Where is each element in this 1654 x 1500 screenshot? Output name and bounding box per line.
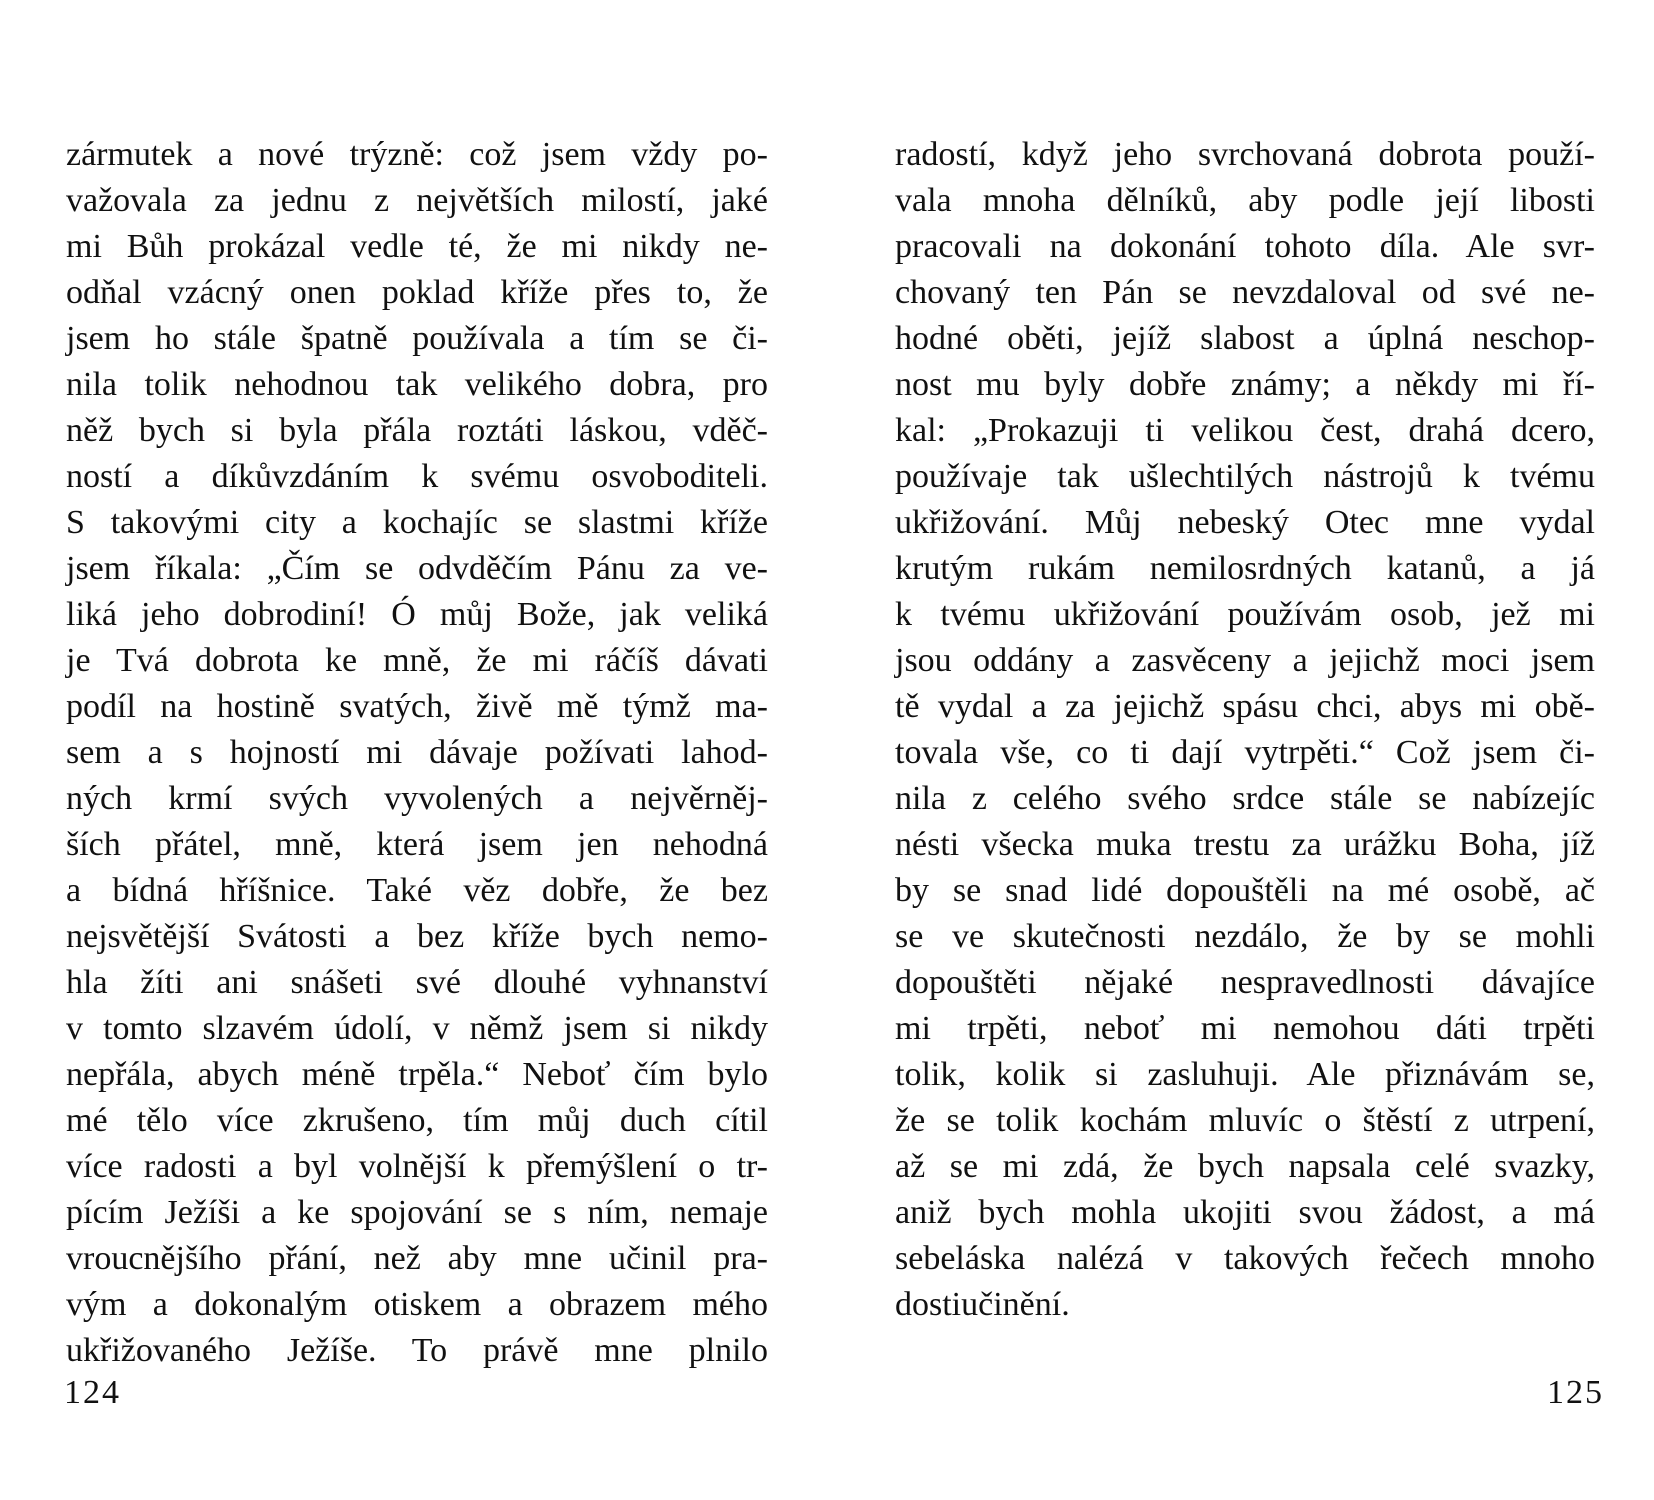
text-line: mi trpěti, neboť mi nemohou dáti trpěti — [895, 1010, 1595, 1047]
text-line: ších přátel, mně, která jsem jen nehodná — [66, 826, 768, 863]
text-line: se ve skutečnosti nezdálo, že by se mohli — [895, 918, 1595, 955]
text-line: odňal vzácný onen poklad kříže přes to, že — [66, 274, 768, 311]
text-line: mé tělo více zkrušeno, tím můj duch cítil — [66, 1102, 768, 1139]
text-line: krutým rukám nemilosrdných katanů, a já — [895, 550, 1595, 587]
text-line: až se mi zdá, že bych napsala celé svazky, — [895, 1148, 1595, 1185]
text-line: by se snad lidé dopouštěli na mé osobě, ač — [895, 872, 1595, 909]
text-line: sebeláska nalézá v takových řečech mnoho — [895, 1240, 1595, 1277]
text-line: pracovali na dokonání tohoto díla. Ale svr- — [895, 228, 1595, 265]
text-line: nejsvětější Svátosti a bez kříže bych nemo- — [66, 918, 768, 955]
text-line: je Tvá dobrota ke mně, že mi ráčíš dávati — [66, 642, 768, 679]
text-line: více radosti a byl volnější k přemýšlení o tr- — [66, 1148, 768, 1185]
text-line: ných krmí svých vyvolených a nejvěrněj- — [66, 780, 768, 817]
text-line: kal: „Prokazuji ti velikou čest, drahá dcero, — [895, 412, 1595, 449]
text-line: tolik, kolik si zasluhuji. Ale přiznávám se, — [895, 1056, 1595, 1093]
text-line: nepřála, abych méně trpěla.“ Neboť čím bylo — [66, 1056, 768, 1093]
text-line: jsem říkala: „Čím se odvděčím Pánu za ve- — [66, 550, 768, 587]
text-line: nila tolik nehodnou tak velikého dobra, pro — [66, 366, 768, 403]
text-line: S takovými city a kochajíc se slastmi kříže — [66, 504, 768, 541]
text-line: ukřižování. Můj nebeský Otec mne vydal — [895, 504, 1595, 541]
text-line: k tvému ukřižování používám osob, jež mi — [895, 596, 1595, 633]
text-line: mi Bůh prokázal vedle té, že mi nikdy ne- — [66, 228, 768, 265]
text-line: nila z celého svého srdce stále se nabízejíc — [895, 780, 1595, 817]
text-line: ukřižovaného Ježíše. To právě mne plnilo — [66, 1332, 768, 1369]
right-page — [827, 0, 1654, 1500]
text-line: nésti všecka muka trestu za urážku Boha, jíž — [895, 826, 1595, 863]
text-line: liká jeho dobrodiní! Ó můj Bože, jak veliká — [66, 596, 768, 633]
text-line: vala mnoha dělníků, aby podle její libosti — [895, 182, 1595, 219]
text-line: dostiučinění. — [895, 1286, 1070, 1323]
text-line: dopouštěti nějaké nespravedlnosti dávajíce — [895, 964, 1595, 1001]
left-page-text — [66, 132, 768, 1374]
text-line: hodné oběti, jejíž slabost a úplná neschop- — [895, 320, 1595, 357]
right-page-text — [895, 132, 1595, 1328]
text-line: něž bych si byla přála roztáti láskou, vděč- — [66, 412, 768, 449]
text-line: podíl na hostině svatých, živě mě týmž ma- — [66, 688, 768, 725]
text-line: v tomto slzavém údolí, v němž jsem si nikdy — [66, 1010, 768, 1047]
text-line: chovaný ten Pán se nevzdaloval od své ne- — [895, 274, 1595, 311]
text-line: tovala vše, co ti dají vytrpěti.“ Což jsem či- — [895, 734, 1595, 771]
text-line: aniž bych mohla ukojiti svou žádost, a má — [895, 1194, 1595, 1231]
text-line: jsem ho stále špatně používala a tím se či- — [66, 320, 768, 357]
text-line: používaje tak ušlechtilých nástrojů k tvému — [895, 458, 1595, 495]
text-line: važovala za jednu z největších milostí, jaké — [66, 182, 768, 219]
text-line: hla žíti ani snášeti své dlouhé vyhnanství — [66, 964, 768, 1001]
text-line: že se tolik kochám mluvíc o štěstí z utrpení, — [895, 1102, 1595, 1139]
text-line: zármutek a nové trýzně: což jsem vždy po- — [66, 136, 768, 173]
text-line: sem a s hojností mi dávaje požívati lahod- — [66, 734, 768, 771]
text-line: tě vydal a za jejichž spásu chci, abys mi obě- — [895, 688, 1595, 725]
page-number-left: 124 — [64, 1374, 121, 1411]
text-line: nost mu byly dobře známy; a někdy mi ří- — [895, 366, 1595, 403]
text-line: jsou oddány a zasvěceny a jejichž moci jsem — [895, 642, 1595, 679]
text-line: radostí, když jeho svrchovaná dobrota použí- — [895, 136, 1595, 173]
text-line: vým a dokonalým otiskem a obrazem mého — [66, 1286, 768, 1323]
text-line: ností a díkůvzdáním k svému osvoboditeli. — [66, 458, 768, 495]
text-line: vroucnějšího přání, než aby mne učinil pra- — [66, 1240, 768, 1277]
text-line: a bídná hříšnice. Také věz dobře, že bez — [66, 872, 768, 909]
page-number-right: 125 — [1547, 1374, 1604, 1411]
text-line: pícím Ježíši a ke spojování se s ním, nemaje — [66, 1194, 768, 1231]
